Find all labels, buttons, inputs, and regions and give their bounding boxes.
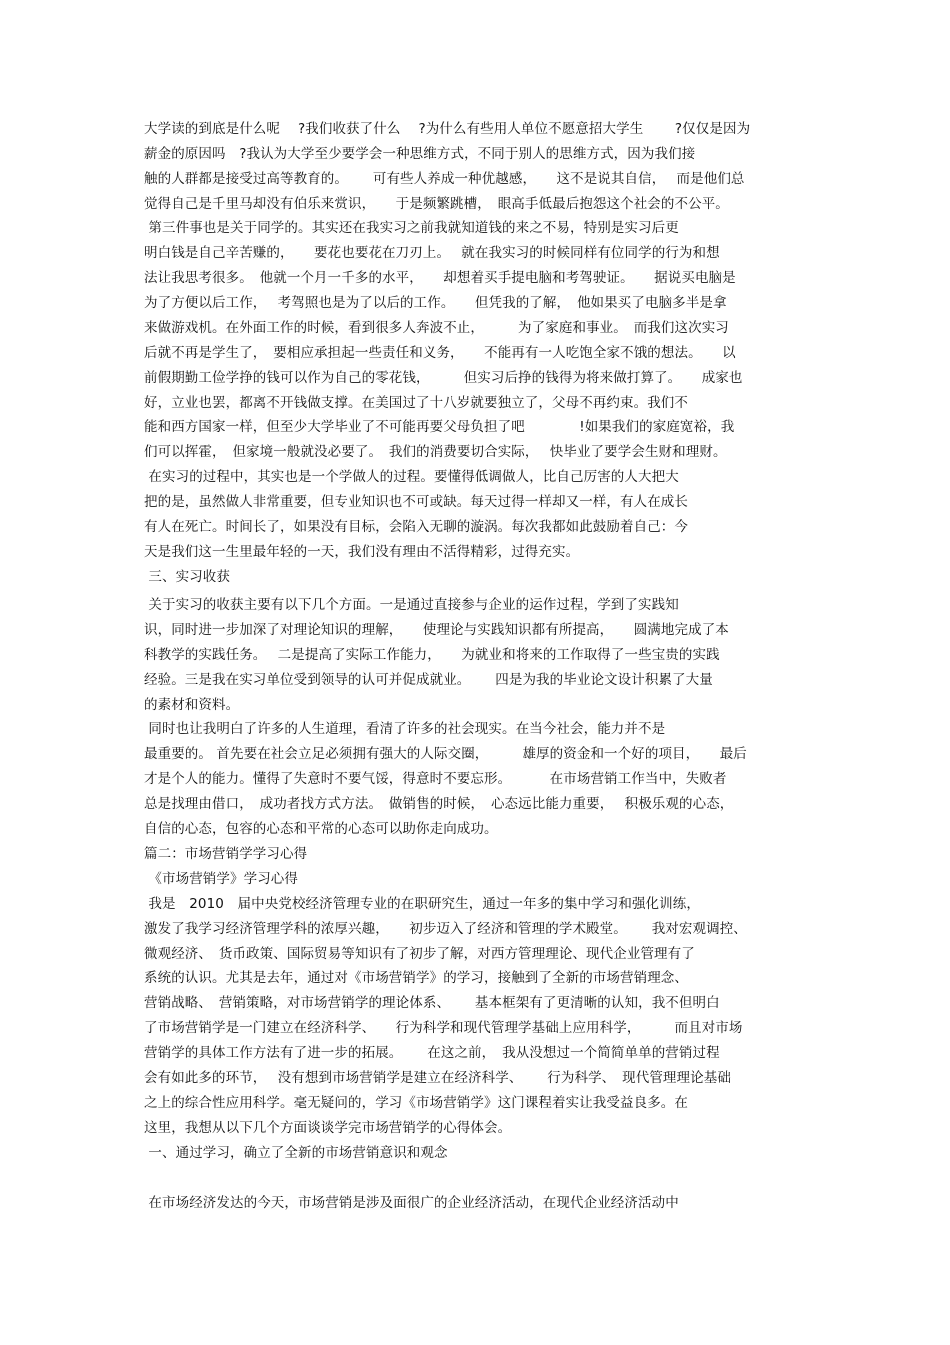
text-line: 能和西方国家一样，但至少大学毕业了不可能再要父母负担了吧 !如果我们的家庭宽裕，我 — [144, 419, 735, 435]
text-line: 天是我们这一生里最年轻的一天，我们没有理由不活得精彩，过得充实。 — [144, 544, 580, 560]
text-line: 之上的综合性应用科学。毫无疑问的，学习《市场营销学》这门课程着实让我受益良多。在 — [144, 1095, 688, 1111]
text-line: 觉得自己是千里马却没有伯乐来赏识， 于是频繁跳槽， 眼高手低最后抱怨这个社会的不公平。 — [144, 196, 729, 212]
text-line: 明白钱是自己辛苦赚的， 要花也要花在刀刃上。 就在我实习的时候同样有位同学的行为和想 — [144, 245, 720, 261]
text-line: 来做游戏机。在外面工作的时候，看到很多人奔波不止， 为了家庭和事业。 而我们这次实习 — [144, 320, 729, 336]
text-line: 科教学的实践任务。 二是提高了实际工作能力， 为就业和将来的工作取得了一些宝贵的实践 — [144, 647, 720, 663]
text-line: 激发了我学习经济管理学科的浓厚兴趣， 初步迈入了经济和管理的学术殿堂。 我对宏观调控、 — [144, 921, 747, 937]
section-heading: 一、通过学习，确立了全新的市场营销意识和观念 — [144, 1145, 448, 1161]
text-line: 微观经济、 货币政策、国际贸易等知识有了初步了解，对西方管理理论、现代企业管理有了 — [144, 946, 695, 962]
text-line: 自信的心态，包容的心态和平常的心态可以助你走向成功。 — [144, 821, 498, 837]
text-line: 们可以挥霍， 但家境一般就没必要了。 我们的消费要切合实际， 快毕业了要学会生财和理财。 — [144, 444, 727, 460]
text-line: 了市场营销学是一门建立在经济科学、 行为科学和现代管理学基础上应用科学， 而且对市场 — [144, 1020, 743, 1036]
text-line: 经验。三是我在实习单位受到领导的认可并促成就业。 四是为我的毕业论文设计积累了大量 — [144, 672, 713, 688]
text-line: 总是找理由借口， 成功者找方式方法。 做销售的时候， 心态远比能力重要， 积极乐观的心态， — [144, 796, 734, 812]
text-line: 同时也让我明白了许多的人生道理，看清了许多的社会现实。在当今社会，能力并不是 — [144, 721, 666, 737]
text-line: 好，立业也罢，都离不开钱做支撑。在美国过了十八岁就要独立了，父母不再约束。我们不 — [144, 395, 688, 411]
text-line: 的素材和资料。 — [144, 697, 240, 713]
text-line: 营销学的具体工作方法有了进一步的拓展。 在这之前， 我从没想过一个简简单单的营销过程 — [144, 1045, 720, 1061]
text-line: 法让我思考很多。 他就一个月一千多的水平， 却想着买手提电脑和考驾驶证。 据说买电脑是 — [144, 270, 736, 286]
text-line: 把的是，虽然做人非常重要，但专业知识也不可或缺。每天过得一样却又一样，有人在成长 — [144, 494, 688, 510]
text-line: 最重要的。 首先要在社会立足必须拥有强大的人际交圈， 雄厚的资金和一个好的项目， 最后 — [144, 746, 747, 762]
text-line: 在市场经济发达的今天，市场营销是涉及面很广的企业经济活动，在现代企业经济活动中 — [144, 1195, 679, 1211]
article-title: 《市场营销学》学习心得 — [144, 871, 298, 887]
text-line: 才是个人的能力。懂得了失意时不要气馁，得意时不要忘形。 在市场营销工作当中，失败者 — [144, 771, 727, 787]
text-line: 后就不再是学生了， 要相应承担起一些责任和义务， 不能再有一人吃饱全家不饿的想法。 以 — [144, 345, 736, 361]
text-line: 为了方便以后工作， 考驾照也是为了以后的工作。 但凭我的了解， 他如果买了电脑多半是拿 — [144, 295, 727, 311]
text-line: 我是 2010 届中央党校经济管理专业的在职研究生，通过一年多的集中学习和强化训练， — [144, 896, 700, 912]
text-line: 关于实习的收获主要有以下几个方面。一是通过直接参与企业的运作过程，学到了实践知 — [144, 597, 679, 613]
article-heading: 篇二：市场营销学学习心得 — [144, 846, 308, 862]
text-line: 这里，我想从以下几个方面谈谈学完市场营销学的心得体会。 — [144, 1120, 512, 1136]
text-line: 系统的认识。尤其是去年，通过对《市场营销学》的学习，接触到了全新的市场营销理念、 — [144, 970, 688, 986]
text-line: 会有如此多的环节， 没有想到市场营销学是建立在经济科学、 行为科学、 现代管理理论基础 — [144, 1070, 731, 1086]
text-line: 在实习的过程中，其实也是一个学做人的过程。要懂得低调做人，比自己厉害的人大把大 — [144, 469, 679, 485]
text-line: 有人在死亡。时间长了，如果没有目标，会陷入无聊的漩涡。每次我都如此鼓励着自己：今 — [144, 519, 688, 535]
text-line: 前假期勤工俭学挣的钱可以作为自己的零花钱， 但实习后挣的钱得为将来做打算了。 成家也 — [144, 370, 743, 386]
text-line: 第三件事也是关于同学的。其实还在我实习之前我就知道钱的来之不易，特别是实习后更 — [144, 220, 679, 236]
text-line: 薪金的原因吗 ?我认为大学至少要学会一种思维方式，不同于别人的思维方式，因为我们接 — [144, 146, 696, 162]
text-line: 大学读的到底是什么呢 ?我们收获了什么 ?为什么有些用人单位不愿意招大学生 ?仅仅是因为 — [144, 121, 751, 137]
section-heading: 三、实习收获 — [144, 569, 230, 585]
text-line: 识，同时进一步加深了对理论知识的理解， 使理论与实践知识都有所提高， 圆满地完成了本 — [144, 622, 729, 638]
text-line: 触的人群都是接受过高等教育的。 可有些人养成一种优越感， 这不是说其自信， 而是他们总 — [144, 171, 745, 187]
text-line: 营销战略、 营销策略，对市场营销学的理论体系、 基本框架有了更清晰的认知，我不但明白 — [144, 995, 720, 1011]
